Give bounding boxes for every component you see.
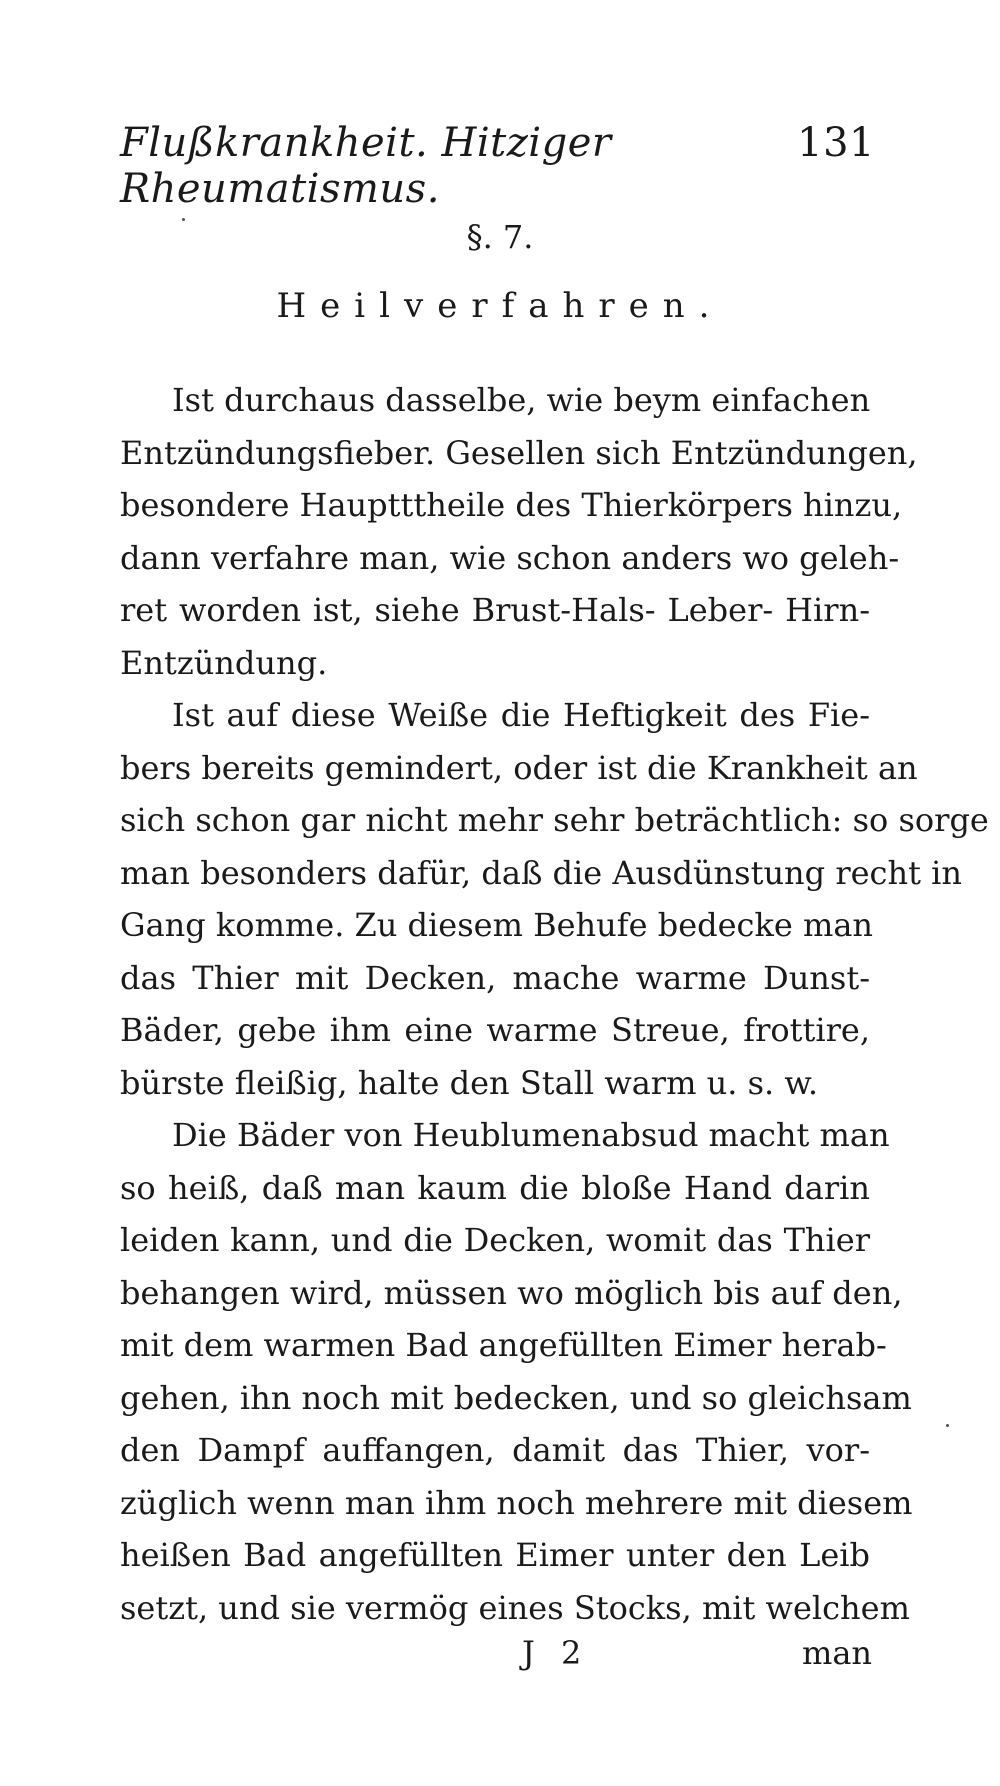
page-number: 131 — [797, 120, 875, 166]
text-line: Die Bäder von Heublumenabsud macht man — [172, 1116, 890, 1154]
text-line: Entzündung. — [120, 643, 328, 682]
text-line: besondere Hauptttheile des Thierkörpers hinzu, — [120, 486, 903, 524]
text-line: das Thier mit Decken, mache warme Dunst- — [120, 958, 870, 997]
page-footer — [0, 1634, 1000, 1694]
paper-speck — [946, 1424, 949, 1427]
section-number: §. 7. — [466, 218, 534, 256]
text-line: mit dem warmen Bad angefüllten Eimer herab- — [120, 1326, 887, 1364]
text-line: heißen Bad angefüllten Eimer unter den Leib — [120, 1536, 870, 1574]
text-line: bürste fleißig, halte den Stall warm u. s. w. — [120, 1063, 819, 1102]
text-line: so heiß, daß man kaum die bloße Hand darin — [120, 1168, 870, 1207]
text-line: den Dampf auffangen, damit das Thier, vor- — [120, 1431, 870, 1469]
text-line: leiden kann, und die Decken, womit das Thier — [120, 1221, 870, 1259]
text-line: dann verfahre man, wie schon anders wo geleh- — [120, 538, 900, 577]
body-text — [120, 374, 989, 1634]
text-line: Gang komme. Zu diesem Behufe bedecke man — [120, 906, 873, 944]
text-line: ret worden ist, siehe Brust-Hals- Leber- Hirn- — [120, 591, 870, 629]
catchword: man — [802, 1634, 873, 1672]
text-line: Bäder, gebe ihm eine warme Streue, frottire, — [120, 1011, 870, 1049]
paragraph — [120, 689, 989, 1109]
text-line: Ist durchaus dasselbe, wie beym einfachen — [172, 381, 871, 419]
text-line: man besonders dafür, daß die Ausdünstung recht in — [120, 853, 962, 892]
signature-mark: J 2 — [522, 1634, 590, 1672]
running-head — [120, 120, 875, 212]
running-title: Flußkrankheit. Hitziger Rheumatismus. — [120, 120, 612, 212]
text-line: behangen wird, müssen wo möglich bis auf den, — [120, 1273, 903, 1312]
section-heading: Heilverfahren. — [276, 286, 724, 326]
text-line: gehen, ihn noch mit bedecken, und so gleichsam — [120, 1378, 912, 1417]
text-line: Ist auf diese Weiße die Heftigkeit des Fie- — [172, 696, 870, 734]
paper-speck — [182, 218, 185, 221]
text-line: züglich wenn man ihm noch mehrere mit diesem — [120, 1483, 913, 1522]
text-line: bers bereits gemindert, oder ist die Krankheit an — [120, 748, 918, 787]
text-line: sich schon gar nicht mehr sehr beträchtlich: so sorge — [120, 801, 989, 839]
text-line: setzt, und sie vermög eines Stocks, mit welchem — [120, 1588, 910, 1627]
text-line: Entzündungsfieber. Gesellen sich Entzündungen, — [120, 433, 918, 472]
paragraph — [120, 1109, 913, 1634]
paragraph — [120, 374, 918, 689]
